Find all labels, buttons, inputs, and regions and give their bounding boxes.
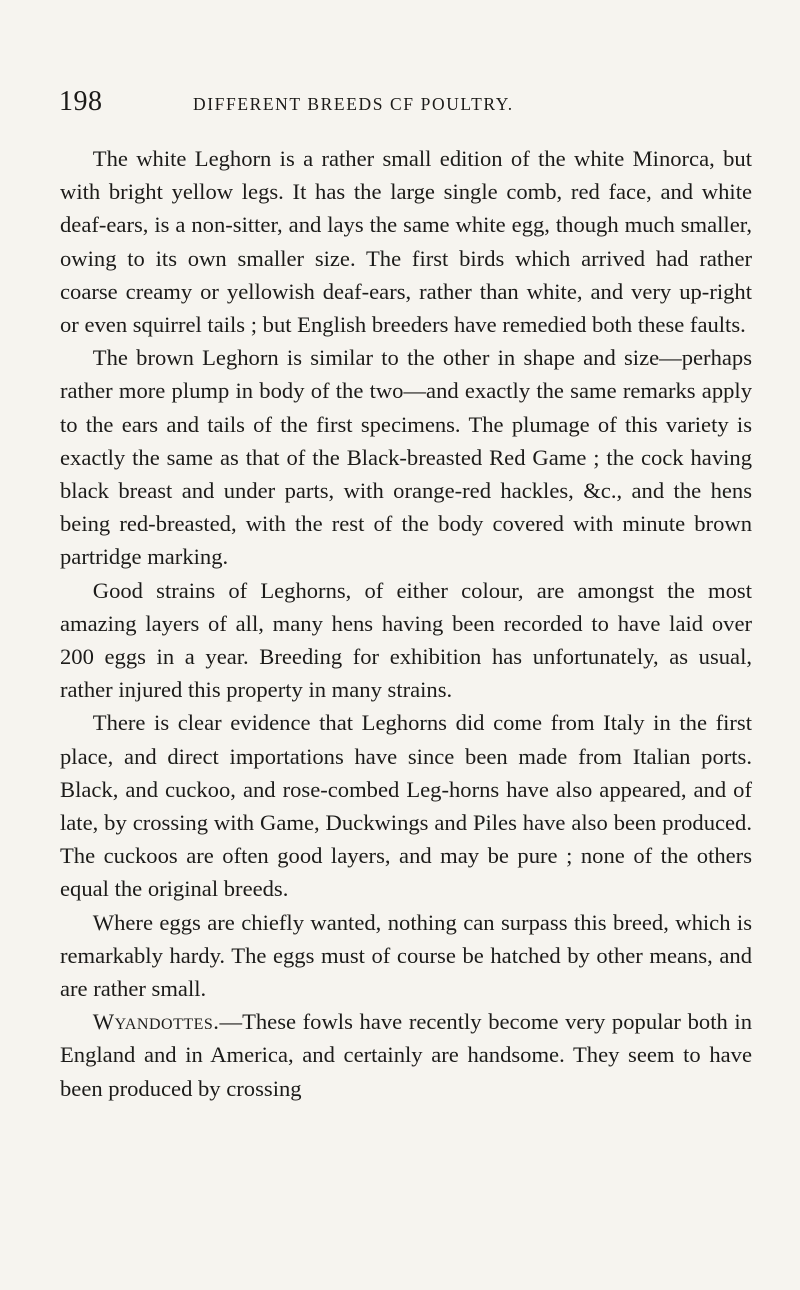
page-header	[59, 86, 759, 118]
running-head: DIFFERENT BREEDS CF POULTRY.	[193, 94, 514, 114]
paragraph	[60, 1005, 752, 1105]
section-lead: Wyandottes.	[92, 1009, 220, 1035]
paragraph-text: Where eggs are chiefly wanted, nothing can surpass this breed, which is remarkably hardy. The eggs must of course be hatched by other means, and are rather small.	[60, 909, 752, 1002]
paragraph	[60, 906, 752, 1006]
page-number: 198	[59, 86, 103, 117]
paragraph-text: The brown Leghorn is similar to the other in shape and size—perhaps rather more plump in body of the two—and exactly the same remarks apply to the ears and tails of the first specimens. The plumage of this variety is exactly the same as that of the Black-breasted Red Game ; the cock having black breast and under parts, with orange-red hackles, &c., and the hens being red-breasted, with the rest of the body covered with minute brown partridge marking.	[60, 345, 752, 570]
paragraph-text: The white Leghorn is a rather small edition of the white Minorca, but with bright yellow legs. It has the large single comb, red face, and white deaf-ears, is a non-sitter, and lays the same white egg, though much smaller, owing to its own smaller size. The first birds which arrived had rather coarse creamy or yellowish deaf-ears, rather than white, and very up-right or even squirrel tails ; but English breeders have remedied both these faults.	[60, 146, 752, 338]
body-text	[60, 142, 752, 1105]
paragraph	[60, 574, 752, 707]
paragraph-text: There is clear evidence that Leghorns did come from Italy in the first place, and direct importations have since been made from Italian ports. Black, and cuckoo, and rose-combed Leg-horns have also appeared, and of late, by crossing with Game, Duckwings and Piles have also been produced. The cuckoos are often good layers, and may be pure ; none of the others equal the original breeds.	[60, 710, 752, 902]
paragraph	[60, 706, 752, 905]
paragraph	[60, 341, 752, 573]
paragraph	[60, 142, 752, 341]
paragraph-text: Good strains of Leghorns, of either colour, are amongst the most amazing layers of all, many hens having been recorded to have laid over 200 eggs in a year. Breeding for exhibition has unfortunately, as usual, rather injured this property in many strains.	[60, 577, 752, 703]
paragraph-text: —These fowls have recently become very popular both in England and in America, and certainly are handsome. They seem to have been produced by crossing	[60, 1009, 752, 1101]
